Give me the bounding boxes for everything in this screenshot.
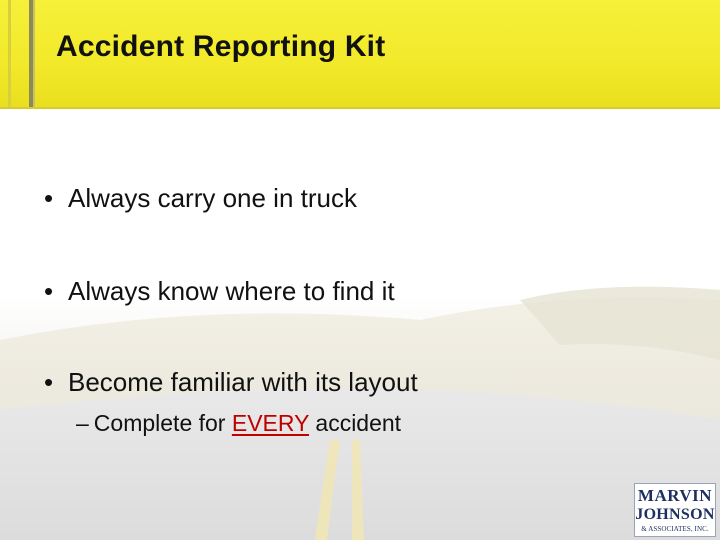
sub-bullet-marker: – — [76, 410, 89, 436]
logo-line-2: JOHNSON — [635, 506, 715, 523]
bullet-text: Always carry one in truck — [68, 183, 357, 213]
bullet-item — [44, 367, 418, 398]
sub-bullet-text-end: accident — [309, 410, 402, 436]
sub-bullet-item — [76, 410, 401, 437]
bullet-marker: • — [44, 276, 54, 306]
bullet-item — [44, 276, 395, 307]
logo-line-1: MARVIN — [637, 486, 713, 505]
logo-line-3: & ASSOCIATES, INC. — [641, 525, 709, 533]
slide-title: Accident Reporting Kit — [56, 30, 386, 63]
bullet-marker: • — [44, 367, 54, 397]
emphasis-text: EVERY — [231, 410, 310, 436]
company-logo — [634, 483, 716, 537]
bullet-marker: • — [44, 183, 54, 213]
sub-bullet-text: Complete for — [93, 410, 232, 436]
bullet-item — [44, 183, 357, 214]
bullet-text: Become familiar with its layout — [68, 367, 418, 397]
bullet-text: Always know where to find it — [68, 276, 395, 306]
